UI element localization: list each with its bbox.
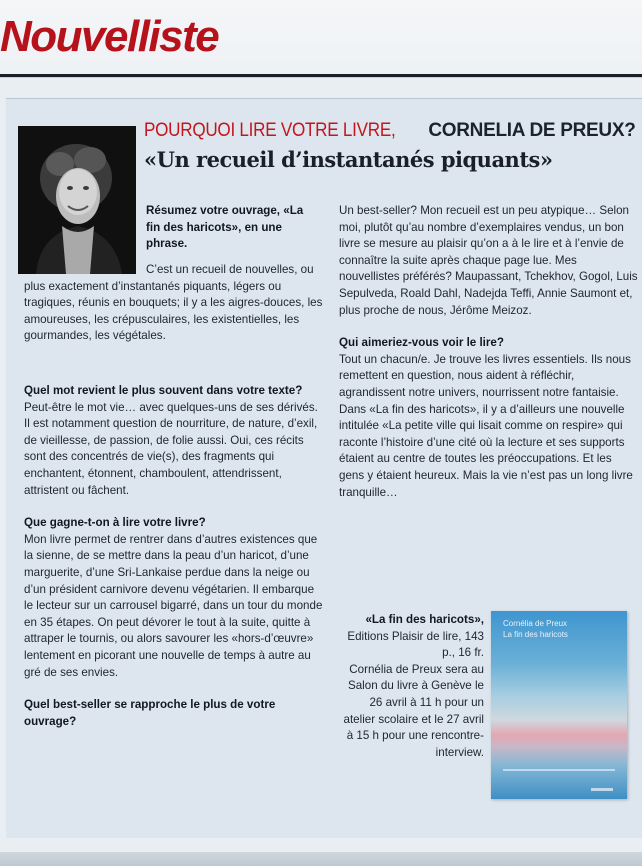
cover-author: Cornélia de Preux <box>503 619 568 628</box>
cover-publisher-mark <box>591 788 613 791</box>
answer-3: Mon livre permet de rentrer dans d’autres existences que la sienne, de se mettre dans la peau d’un haricot, d’une marguerite, d’une Sri-Lankaise perdue dans la neige ou d’un président carnivore devenu végétarien. Il embarque le lecteur sur un carrousel bigarré, dans un tour du monde en 35 étapes. On peut dévorer le tout à la suite, quitte à attraper le tournis, ou alors savourer les «hors-d’œuvre» lentement en picorant une nouvelle de temps à autre au gré de ses envies. <box>24 532 323 679</box>
intro-question-block <box>146 203 316 253</box>
masthead-rule <box>0 74 642 77</box>
cover-title: La fin des haricots <box>503 630 568 639</box>
book-event: Cornélia de Preux sera au Salon du livre à Genève le 26 avril à 11 h pour un atelier scolaire et le 27 avril à 15 h pour une rencontre-interview. <box>343 662 484 759</box>
question-2: Quel mot revient le plus souvent dans votre texte? <box>24 384 303 397</box>
answer-2: Peut-être le mot vie… avec quelques-uns de ses dérivés. Il est notamment question de nourriture, de nature, d’exil, de vieillesse, de passion, de folie aussi. Oui, ces récits sont des concentrés de vie(s), des fragments qui enchantent, étonnent, chamboulent, attendrissent, attristent ou fâchent. <box>24 400 318 497</box>
intro-answer-block <box>24 262 324 345</box>
kicker-author-name: CORNELIA DE PREUX? <box>428 120 636 141</box>
author-photo <box>18 126 136 274</box>
question-1: Résumez votre ouvrage, «La fin des haricots», en une phrase. <box>146 204 304 251</box>
author-portrait-icon <box>18 126 136 274</box>
headline: «Un recueil d’instantanés piquants» <box>144 147 553 172</box>
book-caption <box>340 612 484 761</box>
kicker-question: POURQUOI LIRE VOTRE LIVRE, <box>144 120 396 141</box>
book-title: «La fin des haricots», <box>365 613 484 626</box>
book-cover <box>491 611 627 799</box>
right-column <box>339 203 639 501</box>
left-column <box>24 383 324 730</box>
newspaper-logo: Nouvelliste <box>0 12 219 61</box>
masthead <box>0 0 642 78</box>
answer-4: Un best-seller? Mon recueil est un peu atypique… Selon moi, plutôt qu’au nombre d’exemplaires vendus, un bon livre se mesure au plaisir qu’on a à le lire et à l’envie de connaître la suite après chaque page lue. Mes nouvellistes préférés? Maupassant, Tchekhov, Gogol, Luis Sepulveda, Roald Dahl, Nadejda Teffi, Annie Saumont et, plus proche de nous, Jérôme Meizoz. <box>339 204 638 317</box>
book-details: Editions Plaisir de lire, 143 p., 16 fr. <box>347 629 484 660</box>
interview-kicker <box>144 120 640 142</box>
question-3: Que gagne-t-on à lire votre livre? <box>24 516 206 530</box>
question-4: Quel best-seller se rapproche le plus de votre ouvrage? <box>24 698 276 728</box>
page-bottom-edge <box>0 852 642 866</box>
answer-1: C’est un recueil de nouvelles, ou plus exactement d’instantanés piquants, légers ou tragiques, réunis en bouquets; il y a les aigres-douces, les amoureuses, les crépusculaires, les existentielles, les gourmandes, les végétales. <box>24 263 323 343</box>
cover-rule <box>503 769 615 771</box>
answer-5: Tout un chacun/e. Je trouve les livres essentiels. Ils nous remettent en question, nous aident à réfléchir, agrandissent notre univers, nourrissent notre fantaisie. Dans «La fin des haricots», il y a d’ailleurs une nouvelle intitulée «La petite ville qui lisait comme on respire» qui raconte l’histoire d’une cité où la lecture et ses supports étaient au centre de toutes les préoccupations. Et les gens y étaient heureux. Mais la vie n’est pas un long livre tranquille… <box>339 352 633 499</box>
question-5: Qui aimeriez-vous voir le lire? <box>339 336 504 350</box>
